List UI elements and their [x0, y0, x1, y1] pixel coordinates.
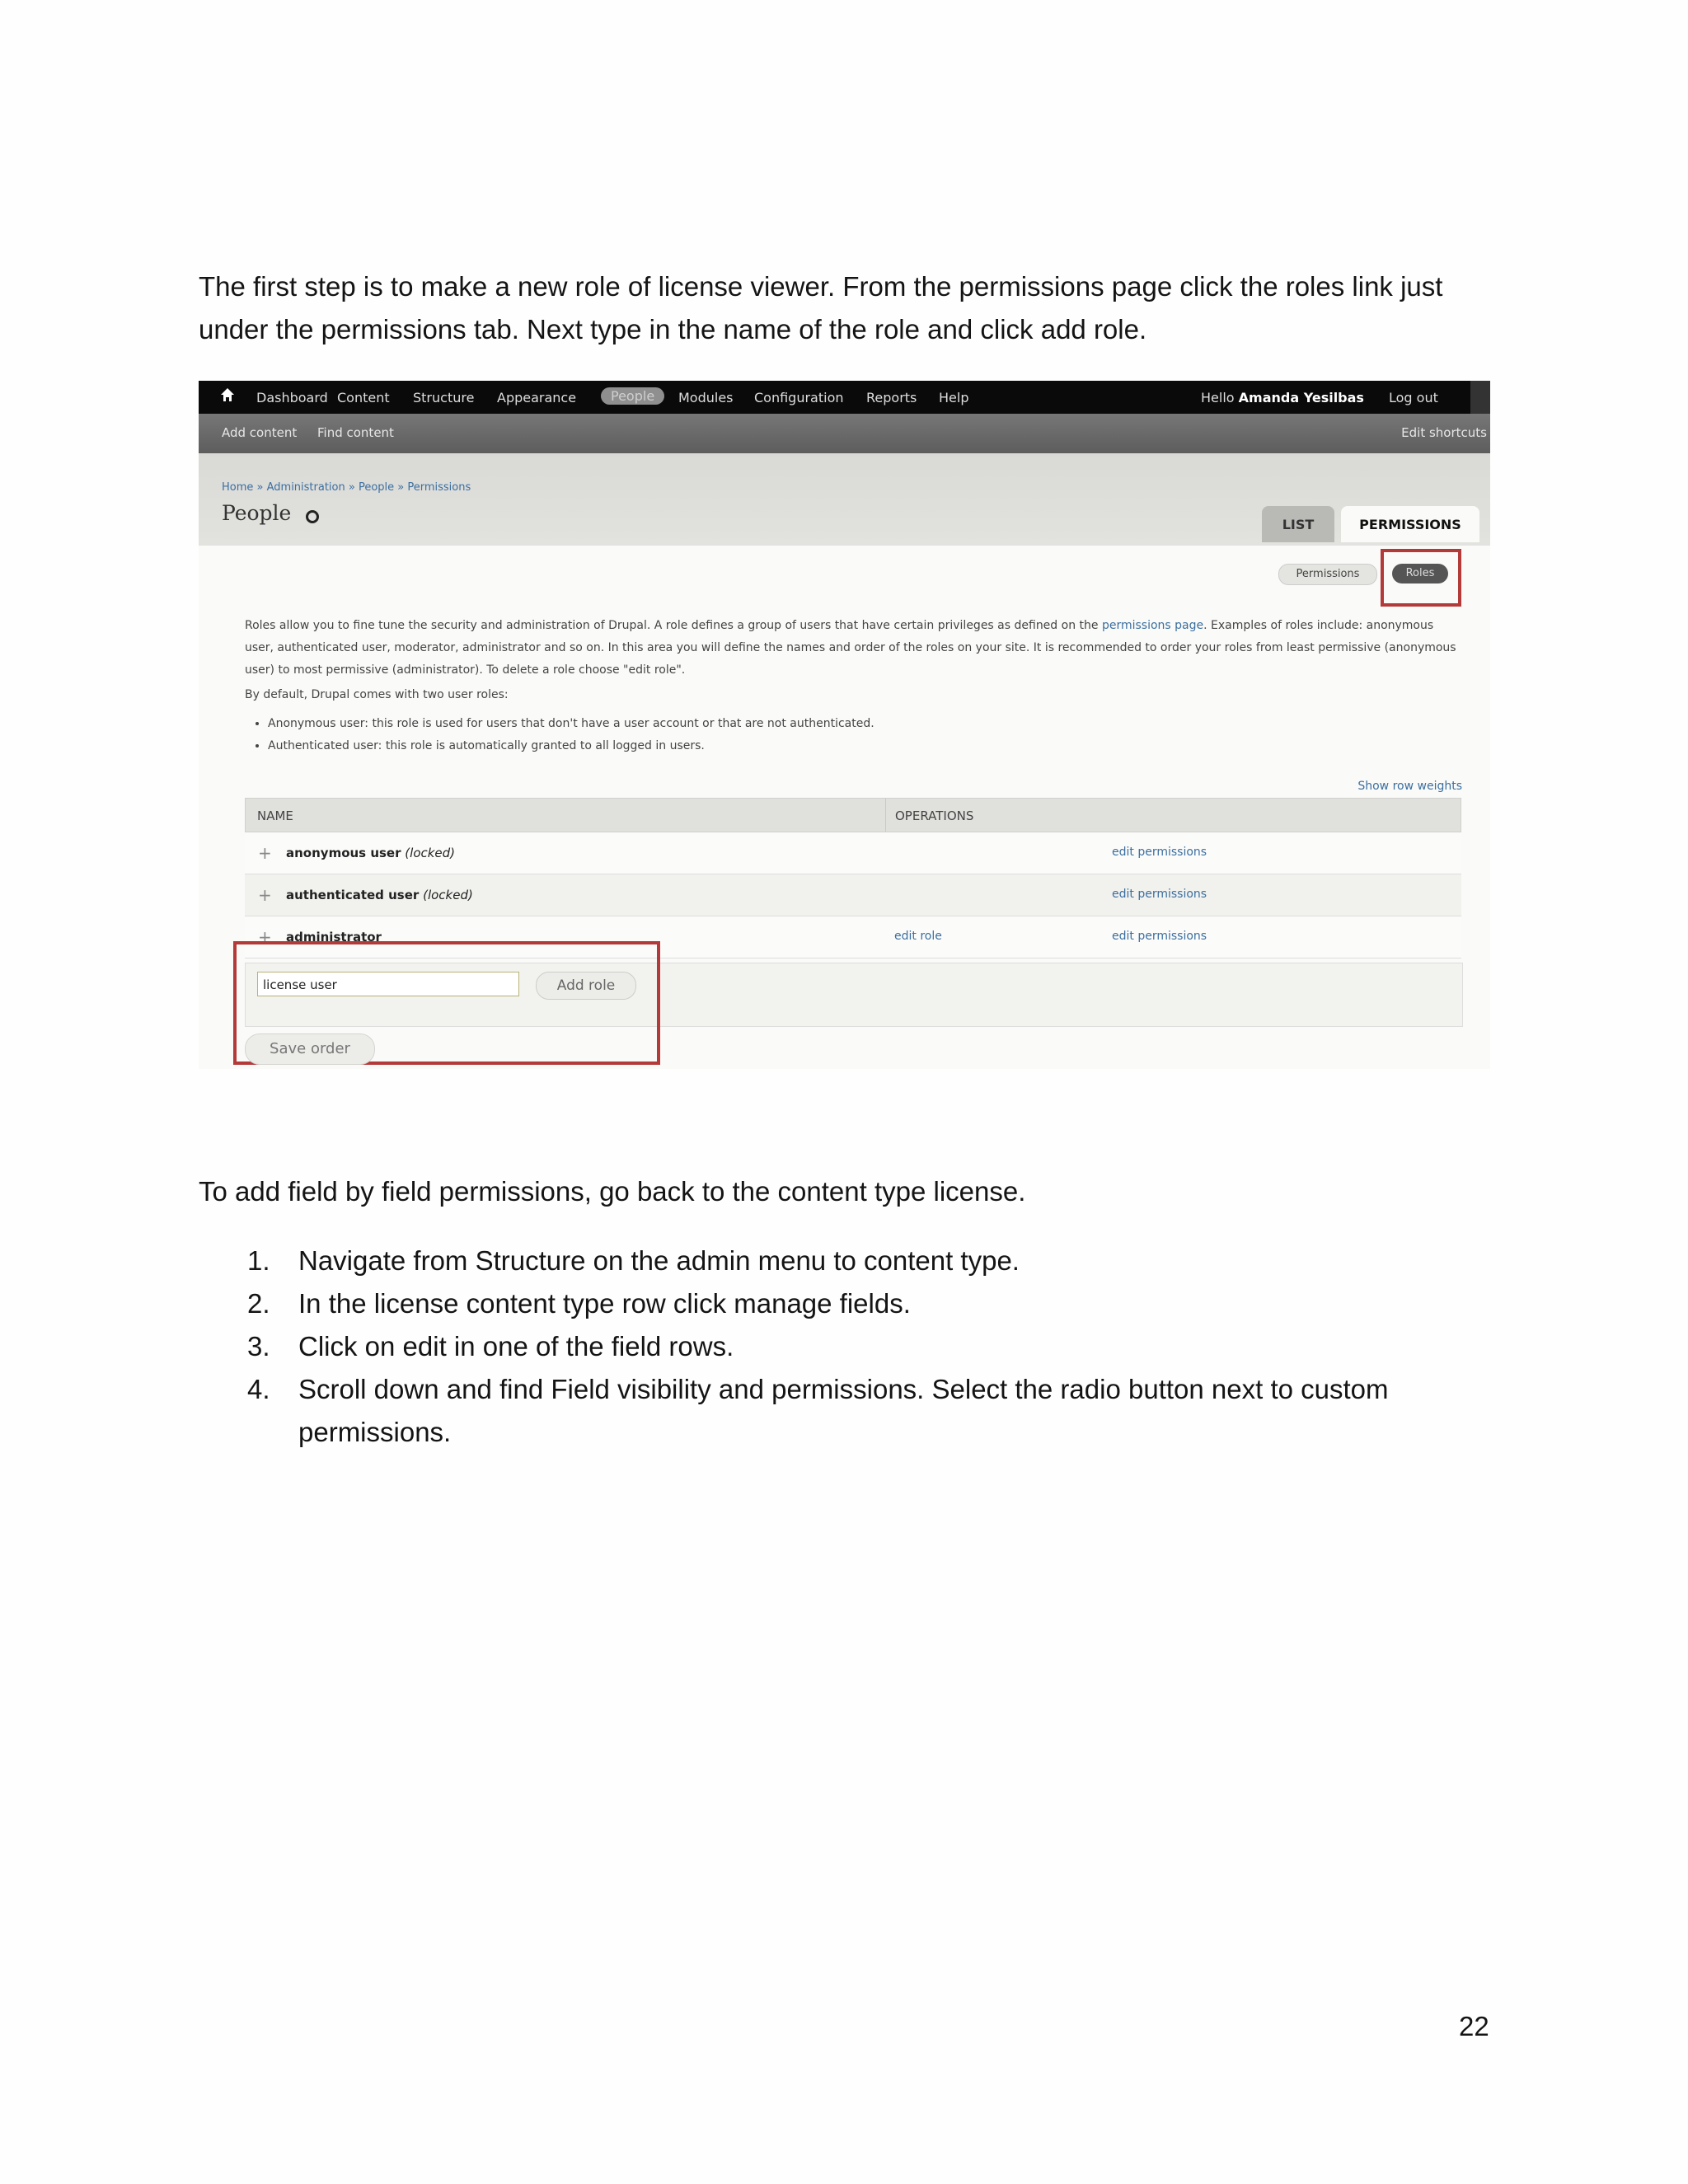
table-header	[245, 798, 1461, 832]
subtab-roles[interactable]: Roles	[1392, 564, 1448, 583]
toolbar-toggle[interactable]	[1470, 381, 1490, 414]
description-paragraph: Roles allow you to fine tune the security and administration of Drupal. A role defines a group of users that have certain privileges as defined on the permissions page. Examples of roles include: anonymous user, authenticated user, moderator, administrator and so on. In this area you will define the names and order of the roles on your site. It is recommended to order your roles from least permissive (anonymous user) to most permissive (administrator). To delete a role choose "edit role".	[245, 619, 1456, 677]
breadcrumb[interactable]: Home » Administration » People » Permissions	[222, 481, 471, 494]
column-header-name: NAME	[257, 808, 293, 823]
table-row	[245, 874, 1461, 916]
table-row	[245, 832, 1461, 874]
tab-list[interactable]: LIST	[1262, 506, 1334, 542]
add-role-button[interactable]: Add role	[536, 972, 636, 1000]
column-header-operations: OPERATIONS	[895, 808, 974, 823]
roles-table	[245, 798, 1461, 958]
toolbar-item-content[interactable]: Content	[337, 390, 390, 405]
list-item: • Anonymous user: this role is used for users that don't have a user account or that are not authenticated.	[268, 713, 1465, 735]
toolbar-item-structure[interactable]: Structure	[413, 390, 475, 405]
role-name: administrator	[286, 930, 382, 944]
list-item: 1. Navigate from Structure on the admin menu to content type.	[247, 1245, 1020, 1276]
shortcuts-bar	[199, 414, 1490, 453]
drupal-roles-screenshot	[199, 381, 1490, 1069]
user-greeting: Hello Amanda Yesilbas	[1201, 390, 1364, 405]
page-number: 22	[1459, 2011, 1489, 2041]
edit-permissions-link[interactable]: edit permissions	[1112, 846, 1207, 859]
user-name[interactable]: Amanda Yesilbas	[1238, 390, 1364, 405]
default-roles-text: By default, Drupal comes with two user roles:	[245, 688, 509, 701]
toolbar-item-appearance[interactable]: Appearance	[497, 390, 577, 405]
toolbar-item-reports[interactable]: Reports	[866, 390, 917, 405]
new-role-input[interactable]: license user	[257, 972, 519, 996]
roles-description	[245, 615, 1465, 757]
save-order-button[interactable]: Save order	[245, 1033, 375, 1065]
edit-role-link[interactable]: edit role	[894, 930, 942, 943]
permissions-page-link[interactable]: permissions page	[1101, 619, 1204, 632]
role-name: authenticated user (locked)	[286, 888, 473, 902]
default-roles-list	[245, 713, 1465, 757]
steps-list	[247, 1240, 1492, 1454]
page-title: People	[222, 501, 292, 525]
tab-permissions[interactable]: PERMISSIONS	[1341, 506, 1479, 542]
list-item: 3. Click on edit in one of the field rows.	[247, 1331, 734, 1361]
list-item: 2. In the license content type row click manage fields.	[247, 1288, 911, 1319]
logout-link[interactable]: Log out	[1389, 390, 1438, 405]
subtab-permissions[interactable]: Permissions	[1278, 564, 1377, 585]
toolbar-item-modules[interactable]: Modules	[678, 390, 734, 405]
list-item: • Authenticated user: this role is automatically granted to all logged in users.	[268, 735, 1465, 757]
intro-paragraph: The first step is to make a new role of license viewer. From the permissions page click the roles link just under the permissions tab. Next type in the name of the role and click add role.	[199, 271, 1443, 344]
edit-permissions-link[interactable]: edit permissions	[1112, 930, 1207, 943]
toolbar-item-configuration[interactable]: Configuration	[754, 390, 844, 405]
toolbar-item-dashboard[interactable]: Dashboard	[256, 390, 328, 405]
edit-permissions-link[interactable]: edit permissions	[1112, 888, 1207, 901]
home-icon[interactable]	[220, 387, 235, 402]
list-item: 4. Scroll down and find Field visibility and permissions. Select the radio button next to custom permissions.	[247, 1374, 1389, 1447]
role-name: anonymous user (locked)	[286, 846, 456, 860]
roles-highlight-box	[1381, 549, 1461, 607]
shortcut-find-content[interactable]: Find content	[317, 425, 394, 440]
drag-handle-icon[interactable]: +	[258, 885, 272, 905]
edit-shortcuts-link[interactable]: Edit shortcuts	[1401, 425, 1487, 440]
admin-toolbar	[199, 381, 1490, 414]
toolbar-item-people[interactable]: People	[601, 387, 664, 405]
instructions-paragraph: To add field by field permissions, go back to the content type license.	[199, 1176, 1026, 1207]
drag-handle-icon[interactable]: +	[258, 927, 272, 947]
shortcut-add-content[interactable]: Add content	[222, 425, 298, 440]
show-row-weights-link[interactable]: Show row weights	[1357, 780, 1462, 793]
drag-handle-icon[interactable]: +	[258, 843, 272, 863]
toolbar-item-help[interactable]: Help	[939, 390, 969, 405]
gear-icon[interactable]	[306, 510, 319, 523]
